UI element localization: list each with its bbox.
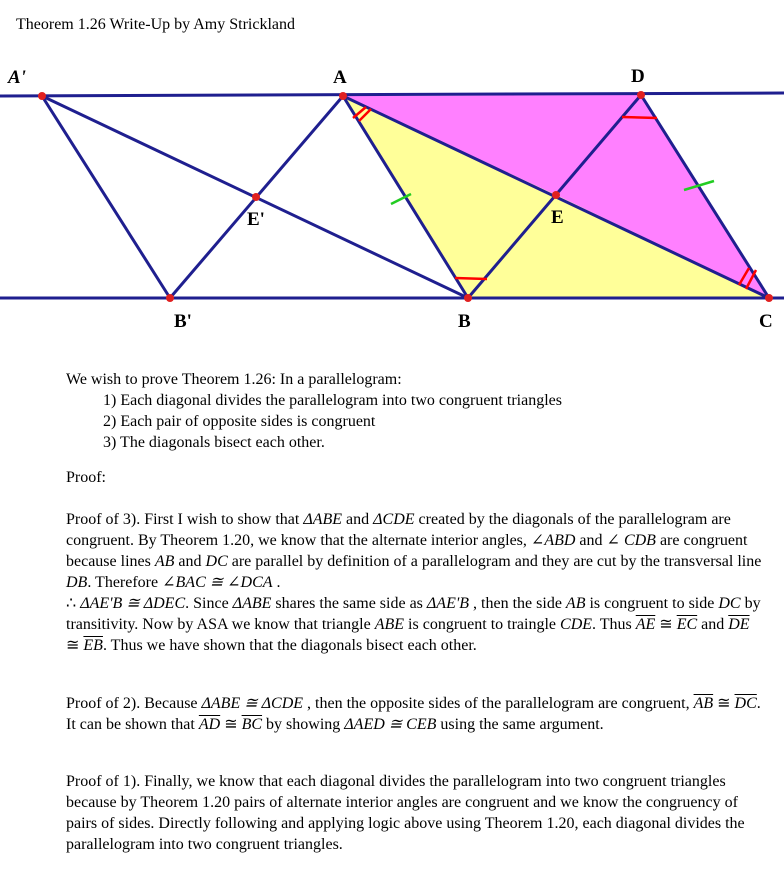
math-segment-bc: $\overline{BC}$ <box>241 716 263 733</box>
proof3-text: and <box>342 511 374 528</box>
proof2-text: Proof of 2). Because <box>66 695 202 712</box>
math-triangle-cde: CDE <box>560 616 593 633</box>
proof3-text: is congruent to traingle <box>404 616 561 633</box>
label-e-prime: E' <box>247 209 265 230</box>
math-segment-de: $\overline{DE}$ <box>728 616 750 633</box>
theorem-intro-line: We wish to prove Theorem 1.26: In a parallelogram: <box>66 371 402 388</box>
point-a <box>339 92 347 100</box>
proof3-text: are parallel by definition of a parallelogram and they are cut by the transversal line <box>227 553 762 570</box>
point-c <box>765 294 773 302</box>
page-title: Theorem 1.26 Write-Up by Amy Strickland <box>16 16 296 33</box>
proof2-text: ≅ <box>713 695 735 712</box>
math-triangle-abe: ΔABE <box>303 511 343 528</box>
label-a: A <box>333 67 347 88</box>
proof2-text: using the same argument. <box>436 716 604 733</box>
proof2-text: . It can be shown that <box>66 695 761 733</box>
proof3-text: ≅ <box>655 616 677 633</box>
proof3-text: shares the same side as <box>271 595 427 612</box>
point-b-prime <box>166 294 174 302</box>
point-d <box>637 91 645 99</box>
math-triangle-congruence: ΔAE'B ≅ ΔDEC <box>80 595 186 612</box>
proof3-text: , then the side <box>469 595 566 612</box>
label-c: C <box>759 311 773 332</box>
point-e <box>552 191 560 199</box>
proof2-text: ≅ <box>220 716 242 733</box>
math-triangle-abe: ΔABE <box>232 595 272 612</box>
math-side-ab: AB <box>565 595 586 612</box>
point-e-prime <box>252 193 260 201</box>
math-triangle-aeb: ΔAE'B <box>426 595 470 612</box>
theorem-item-3: 3) The diagonals bisect each other. <box>103 434 325 451</box>
proof3-text: . <box>272 574 281 591</box>
theorem-item-1: 1) Each diagonal divides the parallelogram into two congruent triangles <box>103 392 562 409</box>
point-a-prime <box>38 92 46 100</box>
math-triangle-aed-ceb: ΔAED ≅ CEB <box>344 716 437 733</box>
proof-of-3 <box>66 509 766 656</box>
math-segment-ad: $\overline{AD}$ <box>198 716 221 733</box>
proof3-text: and <box>697 616 729 633</box>
proof2-text: by showing <box>262 716 345 733</box>
math-segment-ec: $\overline{EC}$ <box>676 616 698 633</box>
angle-mark-d <box>622 117 657 118</box>
point-b <box>464 294 472 302</box>
proof-of-3-paragraph <box>66 509 766 656</box>
math-angle-cdb: ∠ CDB <box>606 532 656 549</box>
top-parallel-line <box>0 93 784 96</box>
label-d: D <box>631 66 645 87</box>
theorem-item-2: 2) Each pair of opposite sides is congruent <box>103 413 376 430</box>
math-segment-eb: $\overline{EB}$ <box>83 637 103 654</box>
proof3-text: and <box>575 532 607 549</box>
proof3-text: ≅ <box>66 637 84 654</box>
math-segment-ae: $\overline{AE}$ <box>635 616 656 633</box>
math-triangle-congruence: ΔABE ≅ ΔCDE <box>201 695 304 712</box>
angle-mark-b <box>455 278 487 279</box>
math-angle-congruence: ∠BAC ≅ ∠DCA <box>162 574 273 591</box>
proof-of-1-paragraph: Proof of 1). Finally, we know that each diagonal divides the parallelogram into two congruent triangles because by Theorem 1.20 pairs of alternate interior angles are congruent and we know the congruency of pairs of sides. Directly following and applying logic above using Theorem 1.20, each diagonal divides the parallelogram into two congruent triangles. <box>66 773 745 853</box>
label-b-prime: B' <box>174 311 192 332</box>
proof3-text: . Therefore <box>87 574 163 591</box>
math-line-db: DB <box>66 574 88 591</box>
parallelogram-diagram <box>0 0 784 340</box>
label-e: E <box>551 207 564 228</box>
math-triangle-cde: ΔCDE <box>373 511 415 528</box>
proof-of-2 <box>66 693 766 735</box>
proof3-text: . Thus we have shown that the diagonals bisect each other. <box>102 637 477 654</box>
proof3-text: . Since <box>185 595 233 612</box>
therefore-symbol: ∴ <box>66 595 81 612</box>
proof3-text: Proof of 3). First I wish to show that <box>66 511 304 528</box>
proof2-text: , then the opposite sides of the parallelogram are congruent, <box>303 695 694 712</box>
label-b: B <box>458 311 471 332</box>
proof3-text: are congruent because lines <box>66 532 748 570</box>
math-side-dc: DC <box>718 595 741 612</box>
math-line-dc: DC <box>205 553 228 570</box>
proof-of-1 <box>66 771 766 855</box>
math-line-ab: AB <box>154 553 175 570</box>
proof3-text: and <box>174 553 206 570</box>
theorem-statement <box>66 369 766 453</box>
proof3-text: is congruent to side <box>585 595 719 612</box>
proof3-text: . Thus <box>592 616 636 633</box>
proof3-text: by transitivity. Now by ASA we know that triangle <box>66 595 761 633</box>
proof-label: Proof: <box>66 469 106 486</box>
math-segment-dc: $\overline{DC}$ <box>734 695 757 712</box>
proof-of-2-paragraph <box>66 693 766 735</box>
label-a-prime: A' <box>8 67 26 88</box>
math-angle-abd: ∠ABD <box>530 532 576 549</box>
math-triangle-abe: ABE <box>374 616 405 633</box>
math-segment-ab: $\overline{AB}$ <box>693 695 714 712</box>
proof3-text: created by the diagonals of the parallelogram are congruent. By Theorem 1.20, we know that the alternate interior angles, <box>66 511 731 549</box>
